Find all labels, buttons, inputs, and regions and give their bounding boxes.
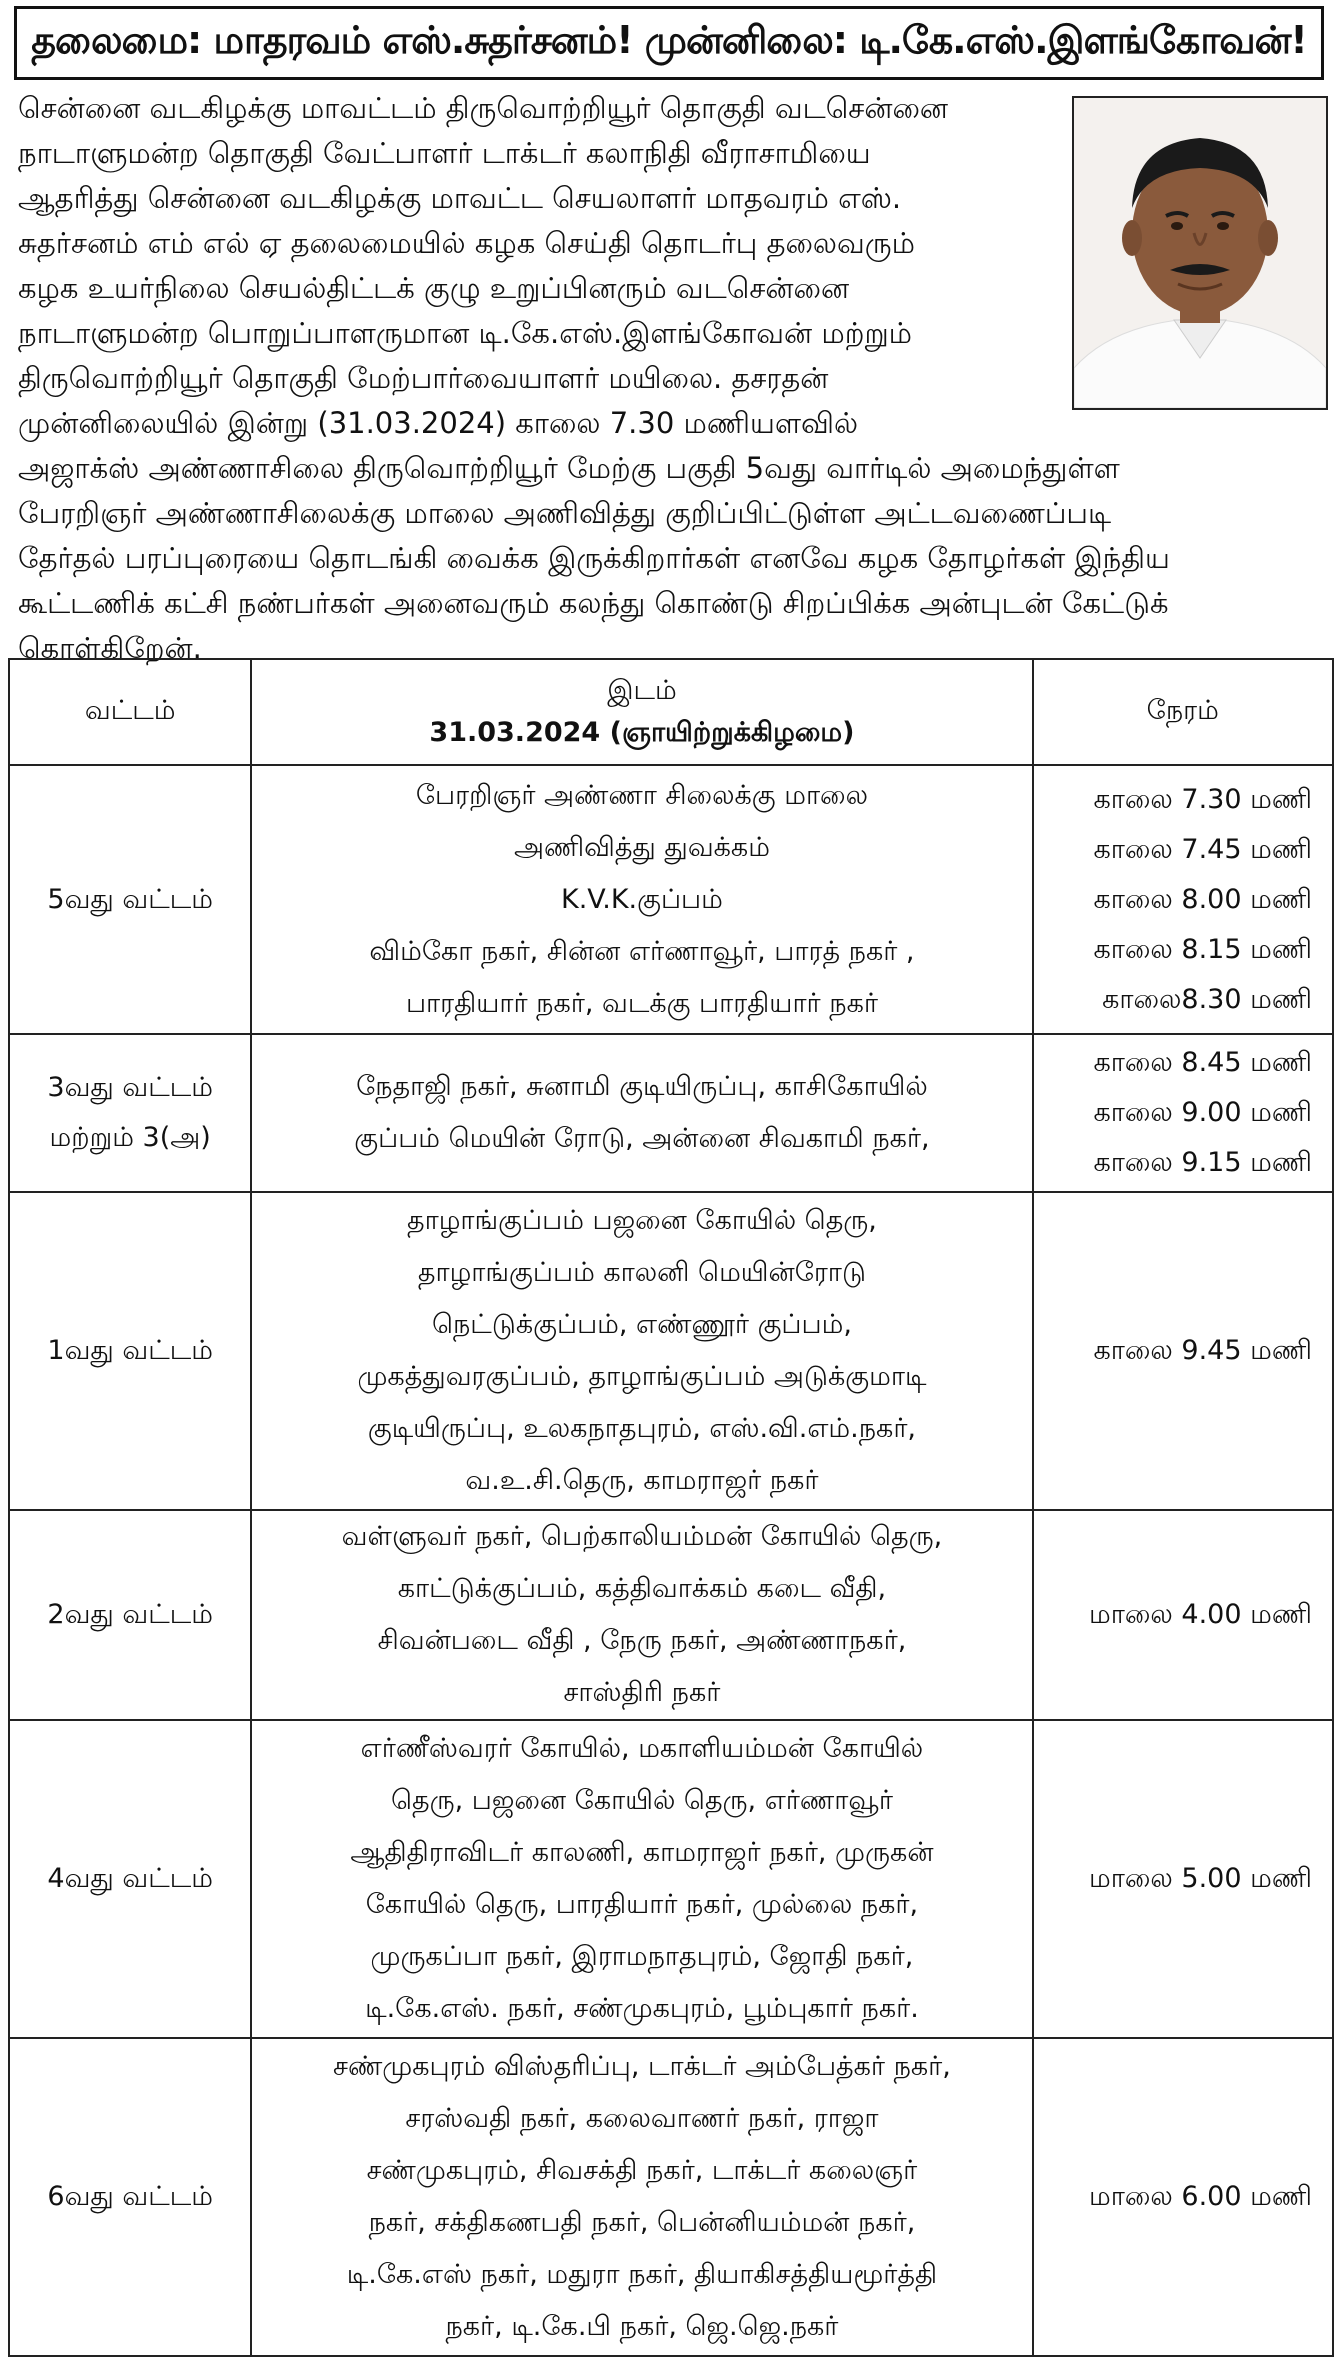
place-header — [251, 659, 1032, 765]
intro-line: நாடாளுமன்ற பொறுப்பாளருமான டி.கே.எஸ்.இளங்கோவன் மற்றும் — [18, 316, 913, 350]
ward-cell — [9, 1034, 251, 1192]
table-row — [9, 1720, 1333, 2038]
table-row — [9, 765, 1333, 1034]
schedule-table — [8, 658, 1334, 2357]
times-cell — [1033, 1034, 1333, 1192]
times-cell — [1033, 1192, 1333, 1510]
ward-label: 5வது வட்டம் — [47, 883, 213, 915]
time-entry: மாலை 6.00 மணி — [1089, 2181, 1312, 2212]
intro-line: நாடாளுமன்ற தொகுதி வேட்பாளர் டாக்டர் கலாநிதி வீராசாமியை — [18, 136, 871, 170]
place-line: தாழாங்குப்பம் காலனி மெயின்ரோடு — [417, 1257, 867, 1288]
intro-line: கழக உயர்நிலை செயல்திட்டக் குழு உறுப்பினரும் வடசென்னை — [18, 271, 850, 305]
place-line: காட்டுக்குப்பம், கத்திவாக்கம் கடை வீதி, — [397, 1573, 887, 1604]
intro-line: கொள்கிறேன். — [18, 631, 202, 665]
place-line: முகத்துவரகுப்பம், தாழாங்குப்பம் அடுக்குமாடி — [357, 1361, 927, 1392]
ward-label: 6வது வட்டம் — [47, 2181, 213, 2212]
places-cell — [251, 1034, 1032, 1192]
place-line: டி.கே.எஸ் நகர், மதுரா நகர், தியாகிசத்தியமூர்த்தி — [346, 2259, 938, 2290]
place-line: நேதாஜி நகர், சுனாமி குடியிருப்பு, காசிகோயில் — [356, 1071, 928, 1102]
time-entry: காலை8.30 மணி — [1102, 983, 1312, 1015]
intro-line: ஆதரித்து சென்னை வடகிழக்கு மாவட்ட செயலாளர் மாதவரம் எஸ். — [18, 181, 902, 215]
place-line: அணிவித்து துவக்கம் — [513, 831, 770, 863]
table-row — [9, 1510, 1333, 1720]
ward-header: வட்டம் — [9, 659, 251, 765]
place-line: குப்பம் மெயின் ரோடு, அன்னை சிவகாமி நகர், — [354, 1123, 930, 1154]
place-line: சண்முகபுரம், சிவசக்தி நகர், டாக்டர் கலைஞர் — [366, 2155, 918, 2186]
places-cell — [251, 765, 1032, 1034]
place-line: நெட்டுக்குப்பம், எண்ணூர் குப்பம், — [431, 1309, 852, 1340]
place-line: குடியிருப்பு, உலகநாதபுரம், எஸ்.வி.எம்.நகர், — [367, 1413, 917, 1444]
time-entry: மாலை 4.00 மணி — [1089, 1599, 1312, 1630]
portrait-image — [1074, 98, 1326, 408]
place-line: தாழாங்குப்பம் பஜனை கோயில் தெரு, — [407, 1205, 877, 1236]
place-line: தெரு, பஜனை கோயில் தெரு, எர்ணாவூர் — [390, 1785, 893, 1816]
time-entry: காலை 8.00 மணி — [1093, 883, 1312, 915]
times-cell — [1033, 1720, 1333, 2038]
place-line: சாஸ்திரி நகர் — [563, 1677, 721, 1708]
intro-line: முன்னிலையில் இன்று (31.03.2024) காலை 7.30 மணியளவில் — [18, 406, 859, 440]
intro-line: சுதர்சனம் எம் எல் ஏ தலைமையில் கழக செய்தி தொடர்பு தலைவரும் — [18, 226, 915, 260]
time-entry: காலை 7.30 மணி — [1093, 783, 1312, 815]
intro-line: அஜாக்ஸ் அண்ணாசிலை திருவொற்றியூர் மேற்கு பகுதி 5வது வார்டில் அமைந்துள்ள — [18, 451, 1120, 485]
place-line: பாரதியார் நகர், வடக்கு பாரதியார் நகர் — [405, 987, 878, 1019]
places-cell — [251, 1720, 1032, 2038]
ward-label: 2வது வட்டம் — [47, 1599, 213, 1630]
intro-line: கூட்டணிக் கட்சி நண்பர்கள் அனைவரும் கலந்து கொண்டு சிறப்பிக்க அன்புடன் கேட்டுக் — [18, 586, 1169, 620]
place-line: வ.உ.சி.தெரு, காமராஜர் நகர் — [465, 1465, 819, 1496]
intro-line: திருவொற்றியூர் தொகுதி மேற்பார்வையாளர் மயிலை. தசரதன் — [18, 361, 829, 395]
place-line: வள்ளுவர் நகர், பெற்காலியம்மன் கோயில் தெரு, — [341, 1521, 943, 1552]
ward-cell — [9, 1192, 251, 1510]
time-entry: காலை 8.15 மணி — [1093, 933, 1312, 965]
place-line: டி.கே.எஸ். நகர், சண்முகபுரம், பூம்புகார் நகர். — [365, 1993, 919, 2024]
place-header-title: இடம் — [607, 675, 677, 706]
ward-cell — [9, 1510, 251, 1720]
time-entry: காலை 9.15 மணி — [1093, 1147, 1312, 1178]
place-header-date: 31.03.2024 (ஞாயிற்றுக்கிழமை) — [429, 717, 855, 748]
time-entry: காலை 8.45 மணி — [1093, 1047, 1312, 1078]
ward-cell — [9, 765, 251, 1034]
place-line: பேரறிஞர் அண்ணா சிலைக்கு மாலை — [415, 779, 869, 811]
ward-cell — [9, 1720, 251, 2038]
place-line: விம்கோ நகர், சின்ன எர்ணாவூர், பாரத் நகர் , — [369, 935, 915, 967]
headline: தலைமை: மாதரவம் எஸ்.சுதர்சனம்! முன்னிலை: டி.கே.எஸ்.இளங்கோவன்! — [14, 6, 1324, 80]
times-cell — [1033, 1510, 1333, 1720]
times-cell — [1033, 2038, 1333, 2356]
place-line: நகர், டி.கே.பி நகர், ஜெ.ஜெ.நகர் — [445, 2311, 839, 2342]
time-header: நேரம் — [1033, 659, 1333, 765]
place-line: கோயில் தெரு, பாரதியார் நகர், முல்லை நகர், — [365, 1889, 919, 1920]
place-line: சிவன்படை வீதி , நேரு நகர், அண்ணாநகர், — [377, 1625, 907, 1656]
place-line: நகர், சக்திகணபதி நகர், பென்னியம்மன் நகர், — [368, 2207, 916, 2238]
place-line: ஆதிதிராவிடர் காலணி, காமராஜர் நகர், முருகன் — [350, 1837, 934, 1868]
places-cell — [251, 1510, 1032, 1720]
ward-label: 3வது வட்டம் — [47, 1072, 213, 1103]
ward-cell — [9, 2038, 251, 2356]
time-entry: காலை 7.45 மணி — [1093, 833, 1312, 865]
time-entry: மாலை 5.00 மணி — [1089, 1863, 1312, 1894]
times-cell — [1033, 765, 1333, 1034]
place-line: முருகப்பா நகர், இராமநாதபுரம், ஜோதி நகர், — [370, 1941, 914, 1972]
ward-label: 4வது வட்டம் — [47, 1863, 213, 1894]
table-row — [9, 2038, 1333, 2356]
intro-line: தேர்தல் பரப்புரையை தொடங்கி வைக்க இருக்கிறார்கள் எனவே கழக தோழர்கள் இந்திய — [18, 541, 1170, 575]
place-line: சரஸ்வதி நகர், கலைவாணர் நகர், ராஜா — [405, 2103, 879, 2134]
time-entry: காலை 9.45 மணி — [1093, 1335, 1312, 1366]
ward-label: 1வது வட்டம் — [47, 1335, 213, 1366]
time-entry: காலை 9.00 மணி — [1093, 1097, 1312, 1128]
table-row — [9, 1034, 1333, 1192]
table-header-row — [9, 659, 1333, 765]
intro-line: சென்னை வடகிழக்கு மாவட்டம் திருவொற்றியூர் தொகுதி வடசென்னை — [18, 91, 949, 125]
intro-line: பேரறிஞர் அண்ணாசிலைக்கு மாலை அணிவித்து குறிப்பிட்டுள்ள அட்டவணைப்படி — [18, 496, 1112, 530]
place-line: எர்ணீஸ்வரர் கோயில், மகாளியம்மன் கோயில் — [360, 1733, 924, 1764]
candidate-photo — [1072, 96, 1328, 410]
ward-label: மற்றும் 3(அ) — [49, 1122, 211, 1153]
places-cell — [251, 2038, 1032, 2356]
place-line: K.V.K.குப்பம் — [560, 883, 723, 915]
places-cell — [251, 1192, 1032, 1510]
place-line: சண்முகபுரம் விஸ்தரிப்பு, டாக்டர் அம்பேத்கர் நகர், — [333, 2051, 951, 2082]
table-row — [9, 1192, 1333, 1510]
